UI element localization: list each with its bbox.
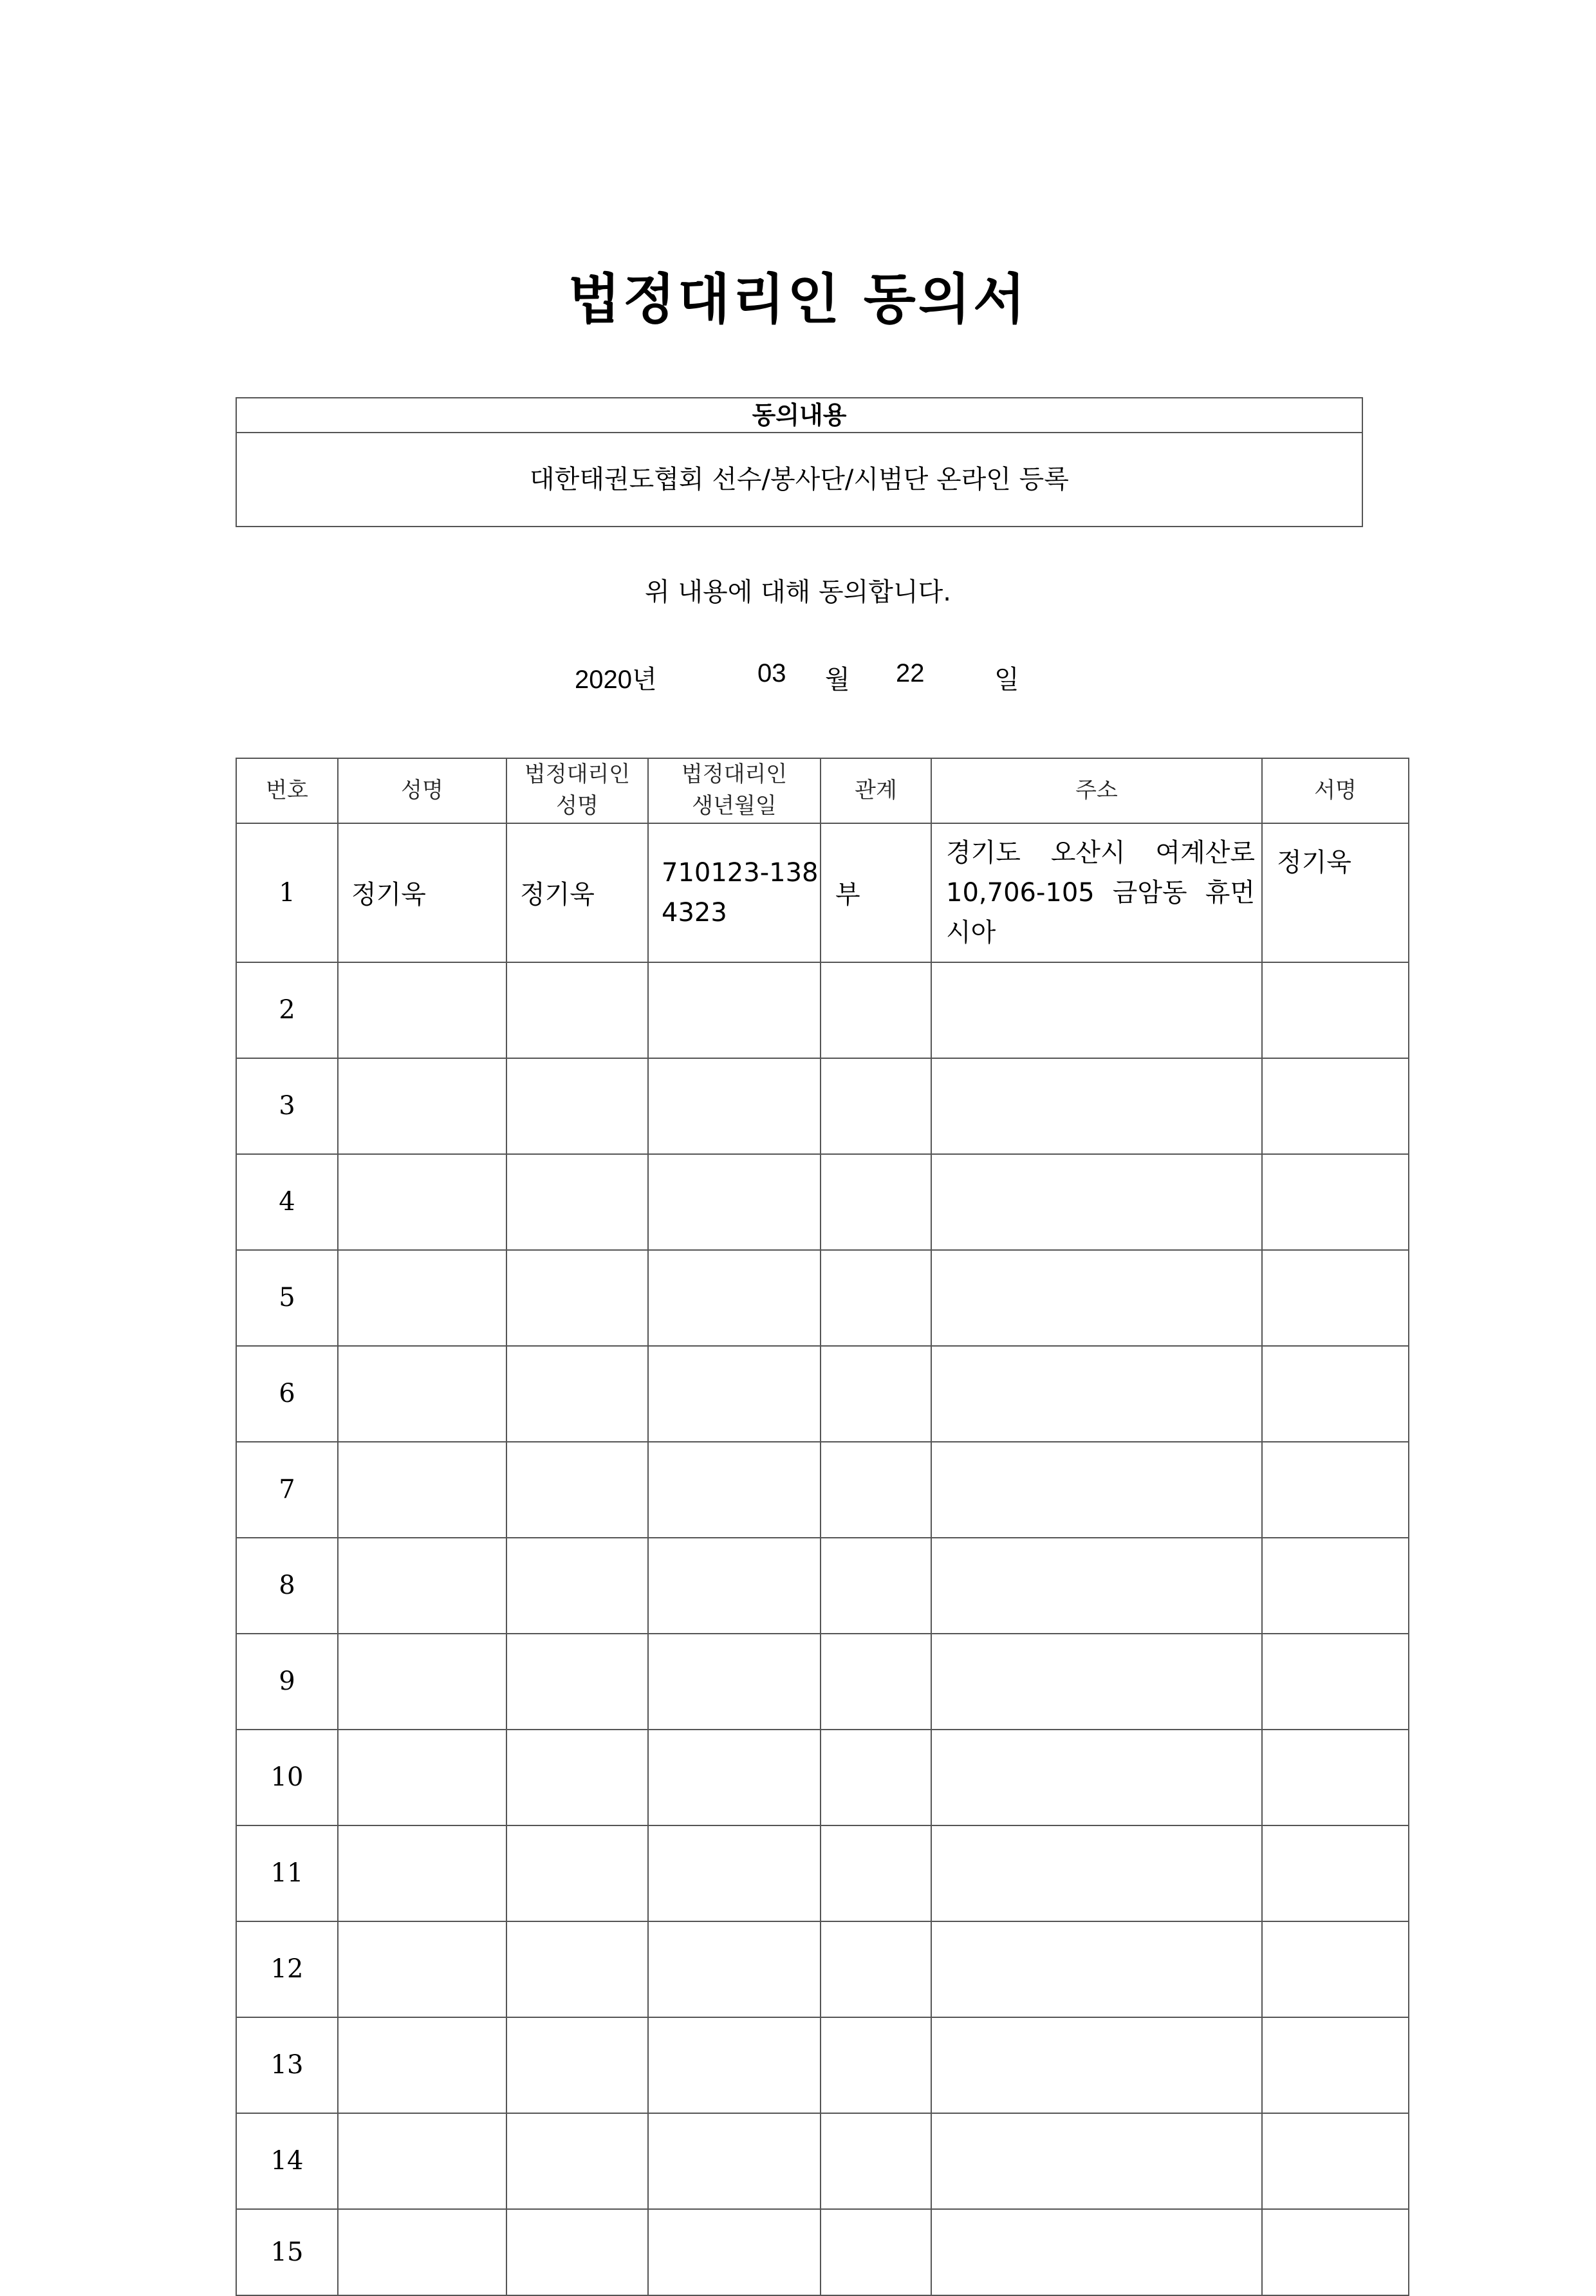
address-cell: [931, 1921, 1262, 2017]
address-cell: [931, 1442, 1262, 1538]
signature-cell: [1262, 962, 1409, 1058]
signature-cell: [1262, 1058, 1409, 1154]
guardian-birthdate-cell: [648, 1921, 821, 2017]
date-day: 22: [896, 659, 925, 687]
table-row: [236, 1921, 1409, 2017]
table-row: [236, 1346, 1409, 1442]
table-body: [236, 823, 1409, 2295]
row-number-cell: 13: [236, 2017, 338, 2113]
relation-cell: [821, 1825, 931, 1921]
address-cell: [931, 1154, 1262, 1250]
date-month: 03: [757, 659, 786, 687]
member-name-cell: 정기욱: [338, 823, 506, 962]
guardian-birthdate-cell: [648, 962, 821, 1058]
relation-cell: [821, 2017, 931, 2113]
guardian-name-cell: [506, 1825, 648, 1921]
guardian-birthdate-cell: 710123-1384323: [648, 823, 821, 962]
guardian-name-cell: [506, 2209, 648, 2295]
row-number-cell: 12: [236, 1921, 338, 2017]
header-relation: 관계: [821, 758, 931, 823]
member-name-cell: [338, 2209, 506, 2295]
signature-cell: [1262, 1346, 1409, 1442]
member-name-cell: [338, 1250, 506, 1346]
signature-cell: [1262, 2113, 1409, 2209]
signature-cell: [1262, 2017, 1409, 2113]
member-name-cell: [338, 1634, 506, 1730]
signature-cell: [1262, 1250, 1409, 1346]
guardian-birthdate-cell: [648, 1730, 821, 1825]
row-number-cell: 8: [236, 1538, 338, 1634]
guardian-name-cell: 정기욱: [506, 823, 648, 962]
header-name: 성명: [338, 758, 506, 823]
guardian-birthdate-cell: [648, 2209, 821, 2295]
consent-content: 대한태권도협회 선수/봉사단/시범단 온라인 등록: [530, 465, 1069, 494]
date-year: 2020년: [575, 666, 657, 694]
member-name-cell: [338, 1346, 506, 1442]
row-number-cell: 14: [236, 2113, 338, 2209]
guardian-name-cell: [506, 1346, 648, 1442]
address-cell: [931, 1058, 1262, 1154]
member-name-cell: [338, 1154, 506, 1250]
table-row: [236, 1250, 1409, 1346]
member-name-cell: [338, 1825, 506, 1921]
guardian-birthdate-cell: [648, 1634, 821, 1730]
table-row: [236, 2017, 1409, 2113]
row-number-cell: 3: [236, 1058, 338, 1154]
signature-cell: 정기욱: [1262, 823, 1409, 962]
address-cell: [931, 2017, 1262, 2113]
member-name-cell: [338, 2017, 506, 2113]
row-number-cell: 2: [236, 962, 338, 1058]
signature-cell: [1262, 1634, 1409, 1730]
table-row: [236, 1730, 1409, 1825]
guardian-birthdate-cell: [648, 1442, 821, 1538]
member-name-cell: [338, 1442, 506, 1538]
table-row: [236, 823, 1409, 962]
signature-cell: [1262, 1154, 1409, 1250]
row-number-cell: 5: [236, 1250, 338, 1346]
table-row: [236, 1825, 1409, 1921]
address-cell: [931, 962, 1262, 1058]
guardian-name-cell: [506, 1730, 648, 1825]
guardian-birthdate-cell: [648, 1825, 821, 1921]
table-row: [236, 1634, 1409, 1730]
table-row: [236, 962, 1409, 1058]
signature-cell: [1262, 1730, 1409, 1825]
guardian-name-cell: [506, 2017, 648, 2113]
guardian-name-cell: [506, 1538, 648, 1634]
row-number-cell: 1: [236, 823, 338, 962]
relation-cell: [821, 1346, 931, 1442]
header-address: 주소: [931, 758, 1262, 823]
address-cell: [931, 1250, 1262, 1346]
member-name-cell: [338, 1058, 506, 1154]
member-name-cell: [338, 1538, 506, 1634]
relation-cell: [821, 2209, 931, 2295]
address-cell: [931, 2209, 1262, 2295]
relation-cell: [821, 2113, 931, 2209]
table-row: [236, 1538, 1409, 1634]
guardian-birthdate-cell: [648, 1250, 821, 1346]
row-number-cell: 9: [236, 1634, 338, 1730]
member-name-cell: [338, 1921, 506, 2017]
date-day-unit: 일: [994, 665, 1019, 695]
guardian-birthdate-cell: [648, 1538, 821, 1634]
guardian-birthdate-cell: [648, 1346, 821, 1442]
document-title: 법정대리인 동의서: [568, 268, 1028, 331]
guardian-birthdate-cell: [648, 1154, 821, 1250]
guardian-name-cell: [506, 2113, 648, 2209]
signature-cell: [1262, 1921, 1409, 2017]
member-name-cell: [338, 2113, 506, 2209]
table-row: [236, 2209, 1409, 2295]
row-number-cell: 10: [236, 1730, 338, 1825]
header-number: 번호: [236, 758, 338, 823]
guardian-name-cell: [506, 1921, 648, 2017]
relation-cell: [821, 1250, 931, 1346]
guardian-birthdate-cell: [648, 2113, 821, 2209]
guardian-name-cell: [506, 1154, 648, 1250]
relation-cell: [821, 1634, 931, 1730]
member-name-cell: [338, 962, 506, 1058]
relation-cell: [821, 1730, 931, 1825]
table-header-row: [236, 758, 1409, 823]
header-guardian-name: 법정대리인 성명: [506, 758, 648, 823]
row-number-cell: 15: [236, 2209, 338, 2295]
member-name-cell: [338, 1730, 506, 1825]
row-number-cell: 7: [236, 1442, 338, 1538]
date-month-unit: 월: [825, 665, 850, 695]
guardian-roster-table: [236, 758, 1409, 2296]
consent-heading: 동의내용: [237, 398, 1362, 433]
signature-cell: [1262, 1538, 1409, 1634]
header-signature: 서명: [1262, 758, 1409, 823]
row-number-cell: 6: [236, 1346, 338, 1442]
signature-cell: [1262, 1825, 1409, 1921]
relation-cell: [821, 962, 931, 1058]
relation-cell: [821, 1921, 931, 2017]
guardian-name-cell: [506, 1442, 648, 1538]
agreement-statement: 위 내용에 대해 동의합니다.: [645, 577, 951, 607]
row-number-cell: 11: [236, 1825, 338, 1921]
address-cell: [931, 2113, 1262, 2209]
address-cell: [931, 1346, 1262, 1442]
guardian-name-cell: [506, 1634, 648, 1730]
relation-cell: [821, 1058, 931, 1154]
address-cell: [931, 1538, 1262, 1634]
relation-cell: [821, 1538, 931, 1634]
table-row: [236, 1154, 1409, 1250]
row-number-cell: 4: [236, 1154, 338, 1250]
header-guardian-birth: 법정대리인 생년월일: [648, 758, 821, 823]
signature-cell: [1262, 2209, 1409, 2295]
guardian-birthdate-cell: [648, 2017, 821, 2113]
guardian-name-cell: [506, 1058, 648, 1154]
address-cell: 경기도 오산시 여계산로 10,706-105 금암동 휴먼시아: [931, 823, 1262, 962]
guardian-name-cell: [506, 962, 648, 1058]
guardian-name-cell: [506, 1250, 648, 1346]
consent-box: [236, 397, 1363, 527]
table-row: [236, 1442, 1409, 1538]
address-cell: [931, 1825, 1262, 1921]
address-cell: [931, 1634, 1262, 1730]
address-cell: [931, 1730, 1262, 1825]
relation-cell: 부: [821, 823, 931, 962]
relation-cell: [821, 1442, 931, 1538]
relation-cell: [821, 1154, 931, 1250]
table-row: [236, 1058, 1409, 1154]
guardian-birthdate-cell: [648, 1058, 821, 1154]
table-row: [236, 2113, 1409, 2209]
signature-cell: [1262, 1442, 1409, 1538]
